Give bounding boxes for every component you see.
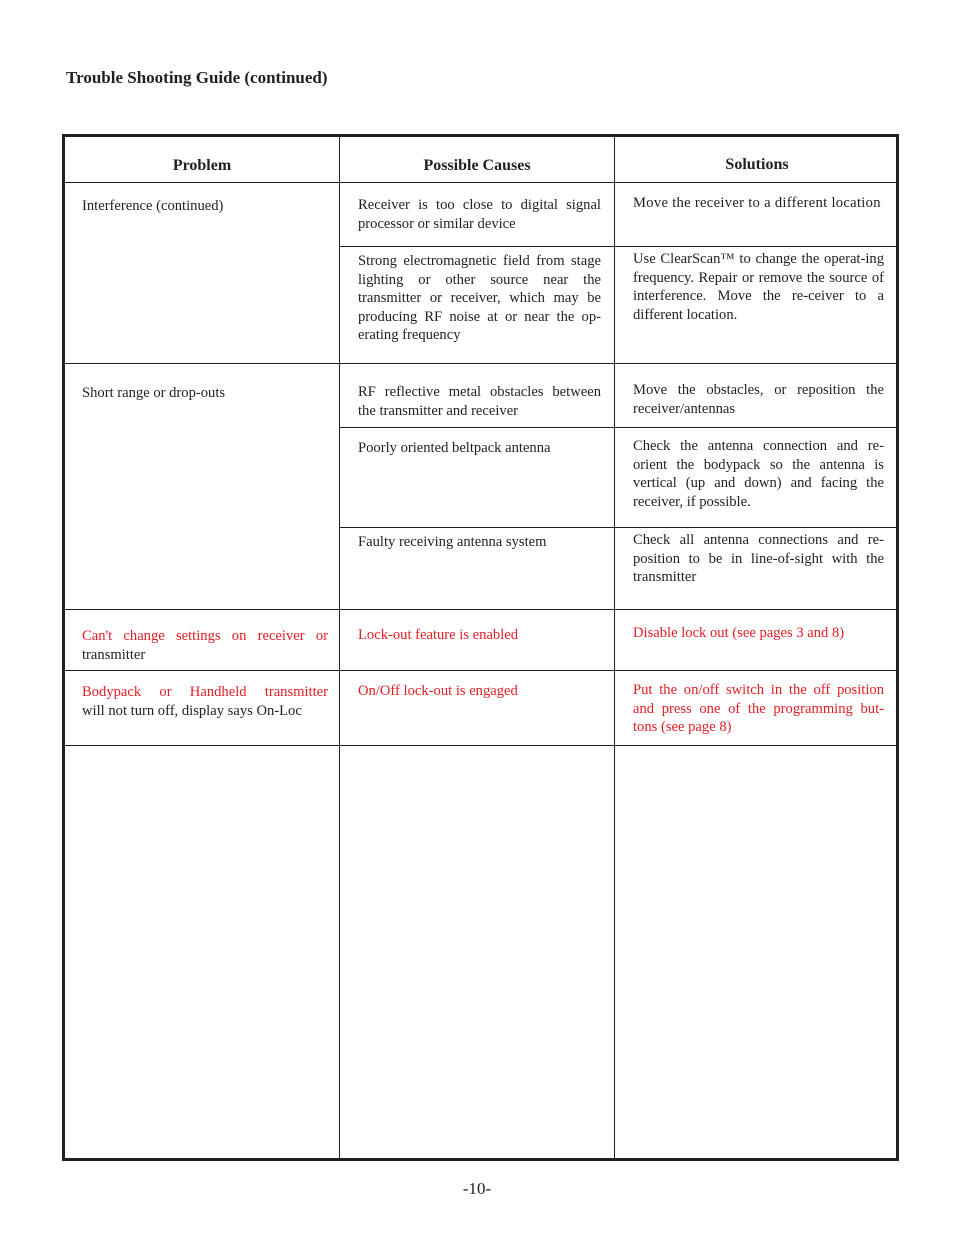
solution-cell: Check all antenna connections and re-position to be in line-of-sight with the transmitter	[633, 532, 884, 586]
problem-text: will not turn off, display says On-Loc	[82, 702, 302, 719]
page-number: -10-	[462, 1179, 492, 1198]
troubleshooting-table	[62, 134, 899, 1161]
cause-cell: Receiver is too close to digital signal processor or similar device	[358, 197, 601, 232]
header-problem: Problem	[172, 157, 232, 174]
row-divider	[65, 609, 896, 610]
solution-cell: Use ClearScan™ to change the operat-ing frequency. Repair or remove the source of interference. Move the re-ceiver to a different location.	[633, 251, 884, 323]
solution-cell: Move the obstacles, or reposition the receiver/antennas	[633, 382, 884, 417]
solution-cell: Put the on/off switch in the off position and press one of the programming but-tons (see page 8)	[633, 682, 884, 736]
problem-cell	[82, 683, 328, 720]
cause-cell: Lock-out feature is enabled	[358, 627, 519, 643]
row-divider	[65, 670, 896, 671]
row-divider	[65, 745, 896, 746]
header-divider	[65, 182, 896, 183]
header-solutions: Solutions	[725, 156, 789, 173]
cause-cell: Faulty receiving antenna system	[358, 534, 547, 550]
problem-text: transmitter	[82, 646, 146, 663]
subrow-divider	[339, 527, 896, 528]
solution-cell: Move the receiver to a different location	[633, 195, 881, 211]
problem-cell	[82, 627, 328, 664]
problem-text-highlight: Bodypack or Handheld transmitter	[82, 684, 328, 700]
cause-cell: Poorly oriented beltpack antenna	[358, 440, 551, 456]
row-divider	[65, 363, 896, 364]
subrow-divider	[339, 246, 896, 247]
page-title: Trouble Shooting Guide (continued)	[66, 68, 328, 87]
subrow-divider	[339, 427, 896, 428]
cause-cell: On/Off lock-out is engaged	[358, 683, 518, 699]
column-divider	[339, 137, 340, 1158]
header-possible-causes: Possible Causes	[423, 157, 531, 174]
problem-cell: Interference (continued)	[82, 198, 224, 214]
cause-cell: Strong electromagnetic field from stage lighting or other source near the transmitter or receiver, which may be producing RF noise at or near the op-erating frequency	[358, 253, 601, 344]
problem-text-highlight: Can't change settings on receiver or	[82, 628, 328, 644]
column-divider	[614, 137, 615, 1158]
cause-cell: RF reflective metal obstacles between the transmitter and receiver	[358, 384, 601, 419]
solution-cell: Check the antenna connection and re-orient the bodypack so the antenna is vertical (up and down) and facing the receiver, if possible.	[633, 438, 884, 510]
problem-cell: Short range or drop-outs	[82, 385, 226, 401]
solution-cell: Disable lock out (see pages 3 and 8)	[633, 625, 845, 641]
